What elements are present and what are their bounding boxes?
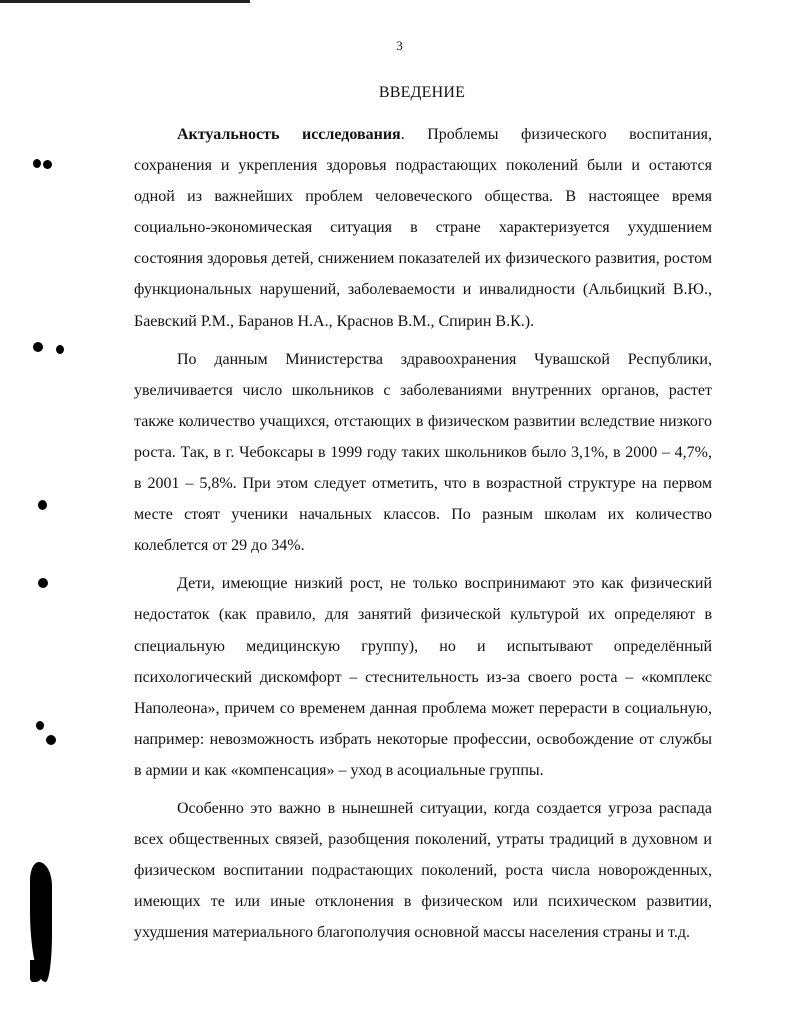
paragraph: По данным Министерства здравоохранения Чувашской Республики, увеличивается число школьников с заболеваниями внутренних органов, растет также количество учащихся, отстающих в физическом развитии вследствие низкого роста. Так, в г. Чебоксары в 1999 году таких школьников было 3,1%, в 2000 – 4,7%, в 2001 – 5,8%. При этом следует отметить, что в возрастной структуре на первом месте стоят ученики начальных классов. По разным школам их количество колеблется от 29 до 34%. [134,350,712,555]
scan-mark [33,159,41,168]
body-text [134,119,712,948]
paragraph-lead-bold: Актуальность исследования [177,126,401,143]
scan-mark [38,578,48,588]
scan-top-rule [0,0,250,3]
paragraph: Особенно это важно в нынешней ситуации, когда создается угроза распада всех общественных связей, разобщения поколений, утраты традиций в духовном и физическом воспитании подрастающих поколений, роста числа новорожденных, имеющих те или иные отклонения в физическом или психическом развитии, ухудшения материального благополучия основной массы населения страны и т.д. [134,799,712,942]
paragraph: Дети, имеющие низкий рост, не только воспринимают это как физический недостаток (как правило, для занятий физической культурой их определяют в специальную медицинскую группу), но и испытывают определённый психологический дискомфорт – стеснительность из-за своего роста – «комплекс Наполеона», причем со временем данная проблема может перерасти в социальную, например: невозможность избрать некоторые профессии, освобождение от службы в армии и как «компенсация» – уход в асоциальные группы. [134,575,712,779]
section-heading: ВВЕДЕНИЕ [378,84,466,101]
scan-mark [33,342,43,352]
paragraph-text: . Проблемы физического воспитания, сохранения и укрепления здоровья подрастающих поколений были и остаются одной из важнейших проблем человеческого общества. В настоящее время социально-экономическая ситуация в стране характеризуется ухудшением состояния здоровья детей, снижением показателей их физического развития, ростом функциональных нарушений, заболеваемости и инвалидности (Альбицкий В.Ю., Баевский Р.М., Баранов Н.А., Краснов В.М., Спирин В.К.). [134,126,712,330]
page-number: 3 [396,38,403,53]
scan-mark [43,160,52,169]
scan-mark [38,500,47,510]
paragraph [134,119,712,337]
scan-mark [36,721,44,730]
scan-mark [46,735,56,745]
scan-mark [56,345,64,354]
